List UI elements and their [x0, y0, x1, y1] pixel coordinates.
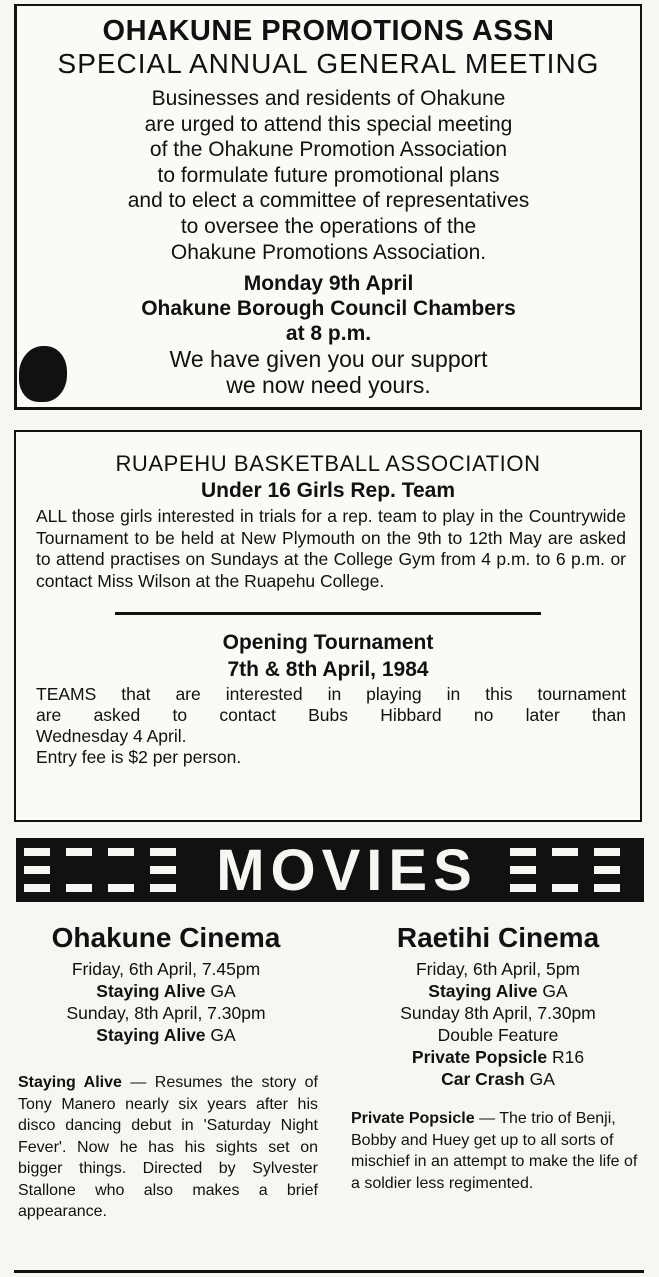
basketball-title: RUAPEHU BASKETBALL ASSOCIATION — [115, 451, 541, 476]
film-title: Private Popsicle — [411, 1047, 548, 1067]
body-line: Ohakune Promotions Association. — [170, 240, 487, 264]
screening — [348, 1068, 648, 1090]
teams-line: are asked to contact Bubs Hibbard no later than — [36, 705, 626, 725]
film-rating: R16 — [551, 1047, 585, 1067]
description-text: — Resumes the story of Tony Manero nearly six years after his disco dancing debut in 'Saturday Night Fever'. Now he has his sights set on bigger things. Directed by Sylvester Stallone who also makes a brief appearance. — [18, 1074, 318, 1220]
cinema-name: Raetihi Cinema — [396, 922, 600, 953]
cinema-schedule — [348, 958, 648, 1090]
body-line: to formulate future promotional plans — [157, 163, 500, 187]
showtime: Sunday 8th April, 7.30pm — [400, 1003, 596, 1023]
closing-line: We have given you our support — [169, 346, 488, 373]
basketball-subtitle: Under 16 Girls Rep. Team — [200, 479, 456, 502]
movies-banner — [16, 838, 644, 902]
body-line: to oversee the operations of the — [180, 214, 477, 238]
meeting-date: Monday 9th April — [243, 272, 414, 296]
screening — [348, 980, 648, 1002]
meeting-details — [17, 271, 640, 346]
closing-line: we now need yours. — [226, 372, 431, 399]
ohakune-cinema — [14, 922, 318, 1223]
promotions-title: OHAKUNE PROMOTIONS ASSN — [102, 15, 555, 47]
entry-fee: Entry fee is $2 per person. — [36, 747, 242, 767]
film-title: Staying Alive — [428, 981, 538, 1001]
body-line: are urged to attend this special meeting — [144, 112, 513, 136]
film-title: Car Crash — [441, 1069, 525, 1089]
film-title: Staying Alive — [96, 1025, 206, 1045]
promotions-notice — [14, 4, 642, 410]
film-rating: GA — [542, 981, 568, 1001]
film-description — [14, 1072, 318, 1223]
meeting-venue: Ohakune Borough Council Chambers — [141, 297, 516, 321]
film-rating: GA — [529, 1069, 555, 1089]
movies-heading: MOVIES — [216, 838, 478, 902]
teams-line: Wednesday 4 April. — [36, 726, 187, 746]
cinema-name: Ohakune Cinema — [51, 922, 281, 953]
film-title: Staying Alive — [96, 981, 206, 1001]
tournament-dates: 7th & 8th April, 1984 — [227, 658, 429, 681]
body-line: Businesses and residents of Ohakune — [151, 87, 506, 110]
showtime: Sunday, 8th April, 7.30pm — [66, 1003, 266, 1023]
teams-line: TEAMS that are interested in playing in this tournament — [36, 684, 626, 704]
description-text: — The trio of Benji, Bobby and Huey get up to all sorts of mischief in an attempt to make the life of a soldier less regimented. — [351, 1110, 638, 1192]
feature-label: Double Feature — [437, 1025, 559, 1045]
description-title: Staying Alive — [18, 1074, 122, 1091]
ink-blot — [19, 346, 67, 402]
film-rating: GA — [210, 1025, 236, 1045]
bottom-rule — [14, 1270, 644, 1273]
description-title: Private Popsicle — [351, 1110, 475, 1127]
screening — [14, 1024, 318, 1046]
closing-message — [17, 346, 640, 398]
teams-paragraph — [16, 684, 640, 768]
screening — [348, 1046, 648, 1068]
tournament-title: Opening Tournament — [222, 631, 434, 654]
meeting-time: at 8 p.m. — [285, 322, 372, 346]
basketball-notice — [14, 430, 642, 822]
raetihi-cinema — [348, 922, 648, 1194]
body-line: and to elect a committee of representatives — [127, 189, 530, 213]
trials-paragraph: ALL those girls interested in trials for a rep. team to play in the Countrywide Tournament to be held at New Plymouth on the 9th to 12th May are asked to attend practises on Sundays at the College Gym from 4 p.m. to 6 p.m. or contact Miss Wilson at the Ruapehu College. — [36, 506, 626, 591]
promotions-body — [17, 86, 640, 265]
showtime: Friday, 6th April, 5pm — [415, 959, 581, 979]
body-line: of the Ohakune Promotion Association — [149, 138, 508, 162]
film-description — [348, 1108, 648, 1194]
divider — [115, 612, 541, 615]
film-rating: GA — [210, 981, 236, 1001]
cinema-schedule — [14, 958, 318, 1046]
promotions-subtitle: SPECIAL ANNUAL GENERAL MEETING — [57, 48, 600, 79]
showtime: Friday, 6th April, 7.45pm — [71, 959, 261, 979]
screening — [14, 980, 318, 1002]
